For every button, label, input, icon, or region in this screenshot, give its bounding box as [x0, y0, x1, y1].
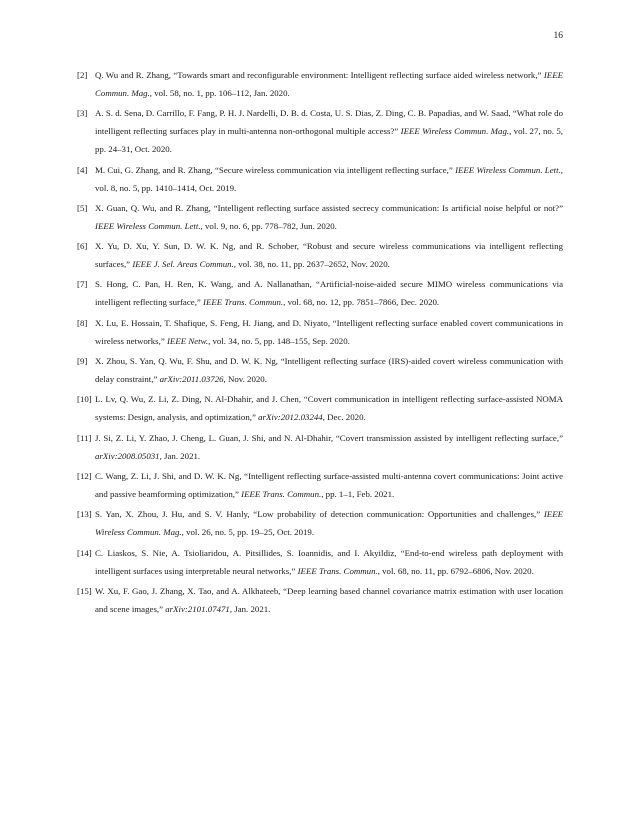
reference-venue: IEEE Trans. Commun. [297, 565, 378, 576]
reference-item [77, 161, 563, 197]
reference-details: , Jan. 2021. [229, 603, 271, 614]
reference-details: , vol. 68, no. 11, pp. 6792–6806, Nov. 2020. [377, 565, 534, 576]
reference-details: , vol. 34, no. 5, pp. 148–155, Sep. 2020. [208, 335, 350, 346]
reference-text: X. Zhou, S. Yan, Q. Wu, F. Shu, and D. W. K. Ng, “Intelligent reflecting surface (IRS)-aided covert wireless communication with delay constraint,” [95, 356, 563, 385]
reference-item [77, 544, 563, 580]
reference-label: [11] [77, 432, 92, 443]
reference-venue: IEEE Trans. Commun. [241, 488, 322, 499]
reference-item [77, 467, 563, 503]
reference-label: [3] [77, 108, 88, 119]
reference-details: , vol. 26, no. 5, pp. 19–25, Oct. 2019. [181, 527, 315, 538]
reference-label: [9] [77, 356, 88, 367]
reference-details: , Jan. 2021. [159, 450, 201, 461]
reference-item [77, 582, 563, 618]
reference-label: [7] [77, 279, 88, 290]
reference-venue: IEEE Wireless Commun. Mag. [400, 126, 510, 137]
reference-venue: IEEE Wireless Commun. Lett. [95, 220, 201, 231]
reference-list [77, 66, 563, 620]
reference-text: X. Lu, E. Hossain, T. Shafique, S. Feng, H. Jiang, and D. Niyato, “Intelligent reflecting surface enabled covert communications in wireless networks,” [95, 317, 563, 346]
reference-venue: arXiv:2011.03726 [159, 374, 224, 385]
reference-text: S. Hong, C. Pan, H. Ren, K. Wang, and A. Nallanathan, “Artificial-noise-aided secure MIMO wireless communications via intelligent reflecting surface,” [95, 279, 563, 308]
reference-details: , Dec. 2020. [322, 412, 366, 423]
reference-text: J. Si, Z. Li, Y. Zhao, J. Cheng, L. Guan, J. Shi, and N. Al-Dhahir, “Covert transmission assisted by intelligent reflecting surface,” [95, 432, 563, 443]
reference-details: , vol. 68, no. 12, pp. 7851–7866, Dec. 2020. [283, 297, 440, 308]
reference-item [77, 237, 563, 273]
reference-details: , vol. 38, no. 11, pp. 2637–2652, Nov. 2020. [233, 259, 390, 270]
reference-label: [5] [77, 202, 88, 213]
reference-text: X. Yu, D. Xu, Y. Sun, D. W. K. Ng, and R. Schober, “Robust and secure wireless communications via intelligent reflecting surfaces,” [95, 241, 563, 270]
reference-item [77, 275, 563, 311]
reference-details: , vol. 9, no. 6, pp. 778–782, Jun. 2020. [200, 220, 337, 231]
reference-venue: arXiv:2008.05031 [95, 450, 160, 461]
reference-item [77, 104, 563, 158]
reference-label: [15] [77, 585, 92, 596]
reference-label: [4] [77, 164, 88, 175]
reference-label: [13] [77, 509, 92, 520]
reference-label: [14] [77, 547, 92, 558]
reference-details: , vol. 27, no. 5, pp. 24–31, Oct. 2020. [95, 126, 563, 155]
reference-label: [10] [77, 394, 92, 405]
reference-venue: IEEE Trans. Commun. [203, 297, 284, 308]
reference-text: C. Liaskos, S. Nie, A. Tsioliaridou, A. Pitsillides, S. Ioannidis, and I. Akyildiz, “End-to-end wireless path deployment with intelligent surfaces using interpretable neural networks,” [95, 547, 563, 576]
reference-label: [2] [77, 70, 88, 80]
reference-item [77, 314, 563, 350]
reference-venue: arXiv:2101.07471 [165, 603, 230, 614]
reference-venue: IEEE Wireless Commun. Mag. [95, 509, 563, 538]
reference-item [77, 66, 563, 102]
reference-text: S. Yan, X. Zhou, J. Hu, and S. V. Hanly, “Low probability of detection communication: Opportunities and challenges,” [95, 509, 544, 520]
reference-venue: arXiv:2012.03244 [258, 412, 323, 423]
reference-label: [8] [77, 317, 88, 328]
reference-label: [6] [77, 241, 88, 252]
reference-venue: IEEE Commun. Mag. [95, 70, 563, 98]
page-number: 16 [553, 31, 563, 41]
reference-details: , Nov. 2020. [223, 374, 267, 385]
reference-text: X. Guan, Q. Wu, and R. Zhang, “Intelligent reflecting surface assisted secrecy communication: Is artificial noise helpful or not?” [95, 202, 563, 213]
reference-venue: IEEE J. Sel. Areas Commun. [132, 259, 234, 270]
reference-item [77, 505, 563, 541]
reference-item [77, 429, 563, 465]
reference-venue: IEEE Netw. [166, 335, 209, 346]
reference-item [77, 352, 563, 388]
reference-details: , vol. 58, no. 1, pp. 106–112, Jan. 2020. [149, 88, 290, 98]
reference-text: W. Xu, F. Gao, J. Zhang, X. Tao, and A. Alkhateeb, “Deep learning based channel covariance matrix estimation with user location and scene images,” [95, 585, 563, 614]
reference-venue: IEEE Wireless Commun. Lett. [455, 164, 561, 175]
reference-text: L. Lv, Q. Wu, Z. Li, Z. Ding, N. Al-Dhahir, and J. Chen, “Covert communication in intelligent reflecting surface-assisted NOMA systems: Design, analysis, and optimization,” [95, 394, 563, 423]
reference-details: , vol. 8, no. 5, pp. 1410–1414, Oct. 2019. [95, 164, 563, 193]
reference-item [77, 199, 563, 235]
reference-text: Q. Wu and R. Zhang, “Towards smart and reconfigurable environment: Intelligent reflecting surface aided wireless network,” [95, 70, 544, 80]
reference-text: C. Wang, Z. Li, J. Shi, and D. W. K. Ng, “Intelligent reflecting surface-assisted multi-antenna covert communications: Joint active and passive beamforming optimization,” [95, 470, 563, 499]
reference-text: M. Cui, G. Zhang, and R. Zhang, “Secure wireless communication via intelligent reflecting surface,” [95, 164, 456, 175]
reference-label: [12] [77, 470, 92, 481]
reference-details: , pp. 1–1, Feb. 2021. [321, 488, 395, 499]
reference-item [77, 390, 563, 426]
reference-text: A. S. d. Sena, D. Carrillo, F. Fang, P. H. J. Nardelli, D. B. d. Costa, U. S. Dias, Z. Ding, C. B. Papadias, and W. Saad, “What role do intelligent reflecting surfaces play in multi-antenna non-orthogonal multiple access?” [95, 108, 563, 137]
